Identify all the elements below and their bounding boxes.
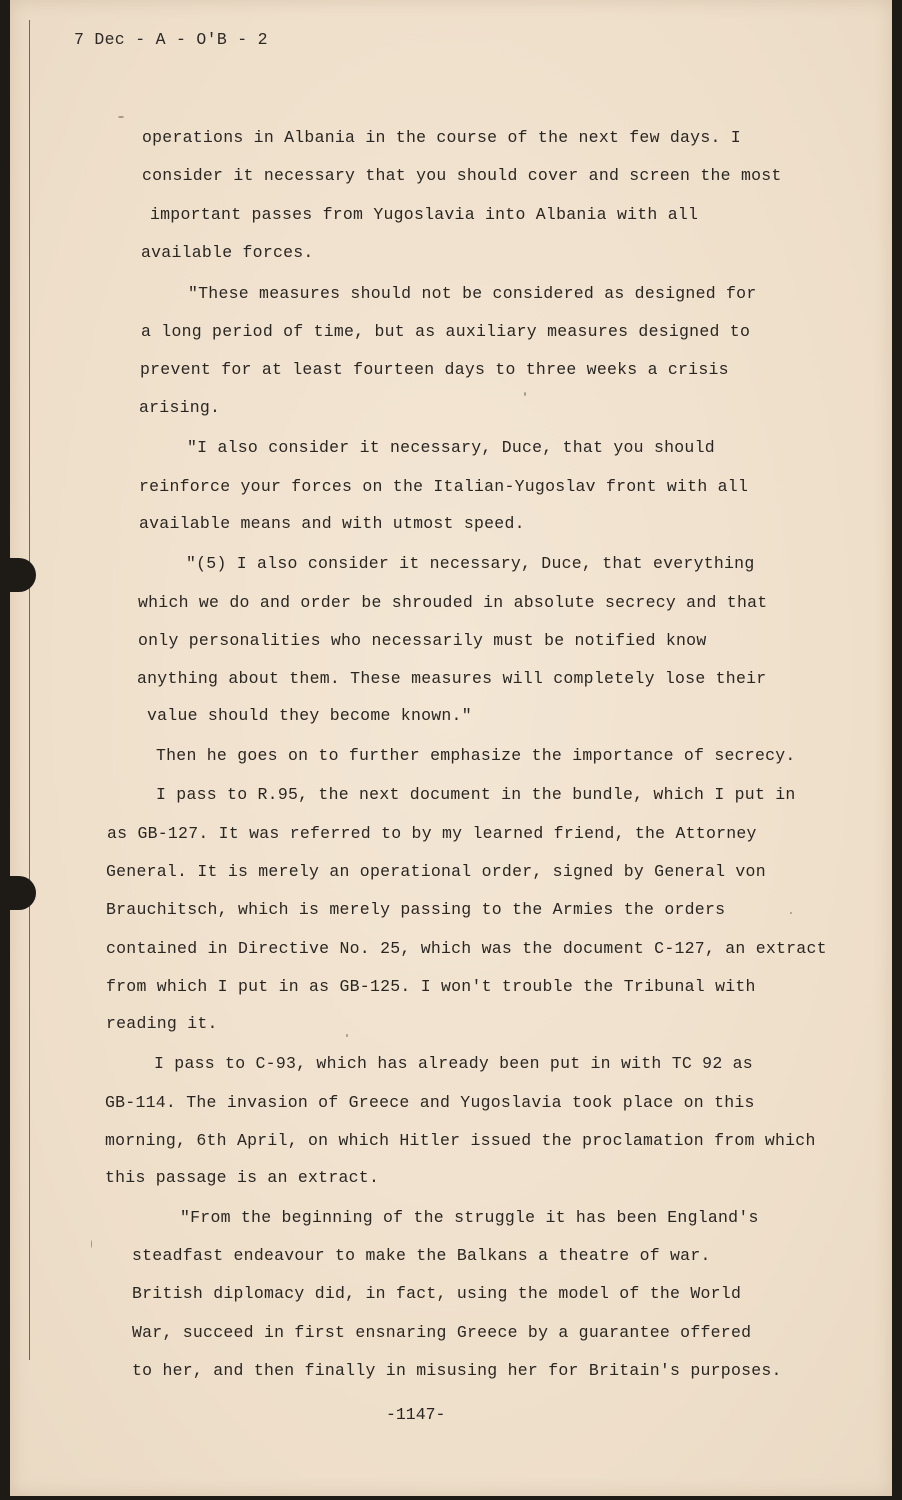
page-number: -1147- <box>386 1405 446 1424</box>
text-line: which we do and order be shrouded in absolute secrecy and that <box>138 593 768 612</box>
text-line: available forces. <box>141 243 314 262</box>
text-line: reinforce your forces on the Italian-Yugoslav front with all <box>139 477 749 496</box>
text-line: a long period of time, but as auxiliary measures designed to <box>141 322 751 341</box>
punch-hole-upper <box>10 558 36 592</box>
text-line: value should they become known." <box>147 706 472 725</box>
ink-speck <box>91 1240 92 1248</box>
text-line: important passes from Yugoslavia into Albania with all <box>150 205 699 224</box>
binding-edge-rule <box>29 20 30 1360</box>
text-line: General. It is merely an operational order, signed by General von <box>106 862 766 881</box>
text-line: contained in Directive No. 25, which was the document C-127, an extract <box>106 939 827 958</box>
text-line: consider it necessary that you should cover and screen the most <box>142 166 782 185</box>
text-line: available means and with utmost speed. <box>139 514 525 533</box>
text-line: this passage is an extract. <box>105 1168 380 1187</box>
text-line: "(5) I also consider it necessary, Duce, that everything <box>186 554 755 573</box>
text-line: as GB-127. It was referred to by my learned friend, the Attorney <box>107 824 757 843</box>
punch-hole-lower <box>10 876 36 910</box>
text-line: "These measures should not be considered as designed for <box>188 284 757 303</box>
ink-speck <box>118 116 124 118</box>
text-line: prevent for at least fourteen days to three weeks a crisis <box>140 360 729 379</box>
text-line: to her, and then finally in misusing her for Britain's purposes. <box>132 1361 782 1380</box>
text-line: GB-114. The invasion of Greece and Yugoslavia took place on this <box>105 1093 755 1112</box>
text-line: I pass to R.95, the next document in the bundle, which I put in <box>156 785 796 804</box>
ink-speck <box>524 392 526 396</box>
page-header: 7 Dec - A - O'B - 2 <box>74 30 268 49</box>
text-line: from which I put in as GB-125. I won't trouble the Tribunal with <box>106 977 756 996</box>
ink-speck <box>790 912 792 914</box>
text-line: "I also consider it necessary, Duce, that you should <box>187 438 715 457</box>
text-line: War, succeed in first ensnaring Greece by a guarantee offered <box>132 1323 752 1342</box>
text-line: I pass to C-93, which has already been put in with TC 92 as <box>154 1054 753 1073</box>
text-line: reading it. <box>106 1014 218 1033</box>
text-line: only personalities who necessarily must be notified know <box>138 631 707 650</box>
text-line: morning, 6th April, on which Hitler issued the proclamation from which <box>105 1131 816 1150</box>
text-line: Brauchitsch, which is merely passing to the Armies the orders <box>106 900 726 919</box>
ink-speck <box>346 1034 348 1037</box>
text-line: British diplomacy did, in fact, using the model of the World <box>132 1284 742 1303</box>
text-line: anything about them. These measures will completely lose their <box>137 669 767 688</box>
text-line: "From the beginning of the struggle it has been England's <box>180 1208 759 1227</box>
text-line: Then he goes on to further emphasize the importance of secrecy. <box>156 746 796 765</box>
text-line: steadfast endeavour to make the Balkans a theatre of war. <box>132 1246 711 1265</box>
document-page <box>10 0 892 1496</box>
text-line: operations in Albania in the course of the next few days. I <box>142 128 741 147</box>
text-line: arising. <box>139 398 221 417</box>
